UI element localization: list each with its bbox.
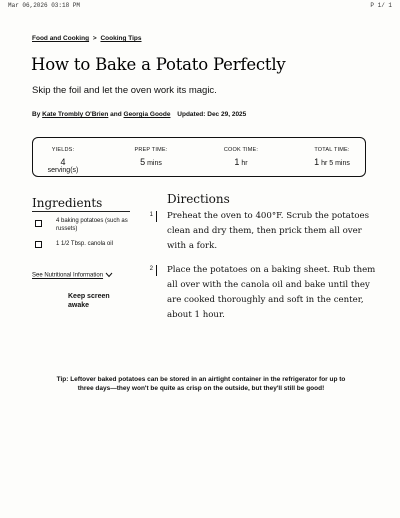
breadcrumb-separator: > bbox=[92, 35, 97, 42]
print-header bbox=[8, 2, 392, 9]
ingredients-divider bbox=[32, 211, 130, 212]
step-number: 2 bbox=[149, 266, 153, 272]
step-text: Preheat the oven to 400°F. Scrub the potatoes clean and dry them, then prick them all over with a fork. bbox=[167, 211, 369, 251]
nutrition-info-toggle[interactable] bbox=[32, 272, 113, 279]
author-link-kate[interactable]: Kate Trombly O'Brien bbox=[42, 111, 109, 118]
fact-label: COOK TIME: bbox=[223, 147, 259, 153]
fact-label: YIELDS: bbox=[51, 147, 75, 153]
step-number: 1 bbox=[149, 212, 153, 218]
chevron-down-icon bbox=[105, 272, 113, 278]
step-divider bbox=[156, 211, 157, 222]
page-title: How to Bake a Potato Perfectly bbox=[31, 55, 286, 74]
step-text: Place the potatoes on a baking sheet. Rub them all over with the canola oil and bake until they are cooked thoroughly and soft in the center, about 1 hour. bbox=[167, 265, 376, 320]
fact-number: 4 bbox=[60, 157, 66, 167]
fact-label: TOTAL TIME: bbox=[314, 147, 350, 153]
fact-unit: mins bbox=[147, 160, 162, 167]
ingredient-item bbox=[32, 240, 142, 250]
breadcrumb-food-and-cooking[interactable]: Food and Cooking bbox=[32, 35, 90, 42]
recipe-facts-box bbox=[32, 137, 366, 177]
step-divider bbox=[156, 265, 157, 276]
byline-and: and bbox=[110, 111, 122, 118]
byline-prefix: By bbox=[32, 111, 41, 118]
recipe-tip: Tip: Leftover baked potatoes can be stored in an airtight container in the refrigerator for up to three days—they won't be quite as crisp on the outside, but they'll still be good! bbox=[56, 376, 346, 392]
fact-unit: hr bbox=[241, 160, 248, 167]
breadcrumb bbox=[32, 35, 142, 42]
byline bbox=[32, 111, 246, 118]
fact-label: PREP TIME: bbox=[134, 147, 168, 153]
fact-number: 5 bbox=[140, 157, 146, 167]
breadcrumb-cooking-tips[interactable]: Cooking Tips bbox=[100, 35, 142, 42]
print-timestamp: Mar 06,2026 03:18 PM bbox=[8, 2, 81, 9]
ingredients-heading: Ingredients bbox=[32, 196, 103, 210]
fact-prep-time bbox=[131, 147, 171, 167]
print-page-number: P 1/ 1 bbox=[370, 2, 392, 9]
fact-total-time bbox=[309, 147, 355, 167]
ingredient-text: 1 1/2 Tbsp. canola oil bbox=[56, 241, 113, 247]
page-subtitle: Skip the foil and let the oven work its magic. bbox=[32, 85, 217, 96]
fact-unit: hr 5 mins bbox=[321, 160, 350, 167]
nutrition-info-label: See Nutritional Information bbox=[32, 272, 104, 279]
ingredient-text: 4 baking potatoes (such as russets) bbox=[56, 218, 128, 232]
fact-number: 1 bbox=[314, 157, 320, 167]
fact-cook-time bbox=[223, 147, 259, 167]
fact-number: 1 bbox=[234, 157, 240, 167]
author-link-georgia[interactable]: Georgia Goode bbox=[123, 111, 171, 118]
fact-unit: serving(s) bbox=[47, 167, 79, 174]
updated-date: Updated: Dec 29, 2025 bbox=[177, 111, 247, 118]
directions-heading: Directions bbox=[167, 192, 230, 206]
ingredient-checkbox[interactable] bbox=[35, 241, 42, 248]
keep-screen-awake-toggle[interactable]: Keep screen awake bbox=[68, 293, 110, 309]
ingredient-item bbox=[32, 217, 142, 235]
fact-yields bbox=[45, 147, 81, 174]
ingredient-checkbox[interactable] bbox=[35, 220, 42, 227]
